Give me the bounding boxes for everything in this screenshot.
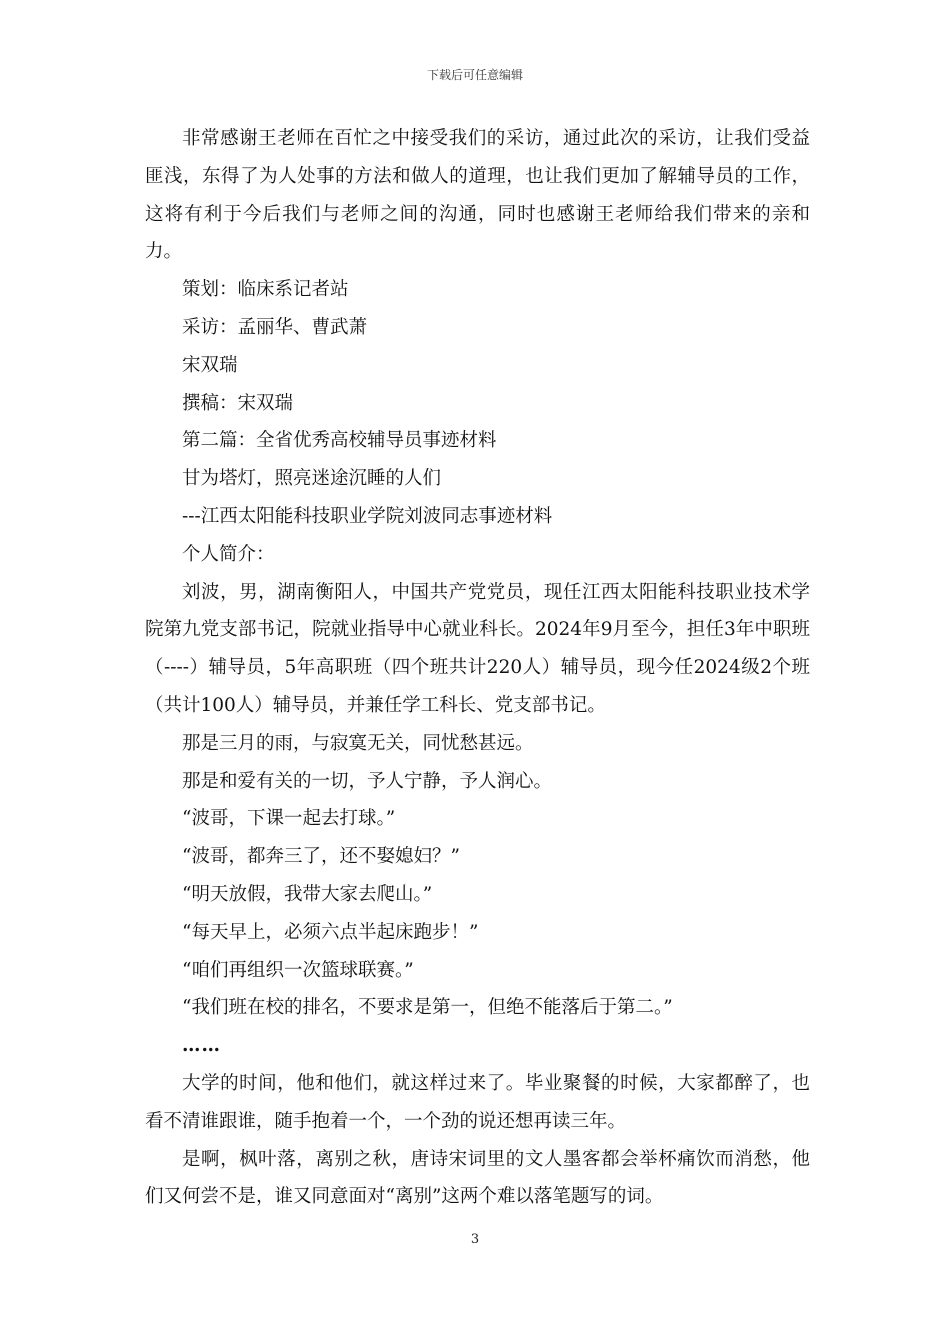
article-subtitle: ---江西太阳能科技职业学院刘波同志事迹材料 [182,505,553,527]
paragraph: 采访：孟丽华、曹武萧 [182,316,368,338]
section-heading: 第二篇：全省优秀高校辅导员事迹材料 [182,430,497,452]
quote-line: “明天放假，我带大家去爬山。” [182,883,433,905]
document-body [145,120,810,1216]
paragraph: 策划：临床系记者站 [182,279,349,301]
page-number: 3 [470,1232,480,1247]
paragraph: 撰稿：宋双瑞 [182,392,294,414]
paragraph: 非常感谢王老师在百忙之中接受我们的采访，通过此次的采访，让我们受益匪浅，东得了为人处事的方法和做人的道理，也让我们更加了解辅导员的工作，这将有利于今后我们与老师之间的沟通，同时也感谢王老师给我们带来的亲和力。 [145,128,810,263]
quote-line: “每天早上，必须六点半起床跑步！” [182,921,479,943]
page-header-note: 下载后可任意编辑 [426,68,523,82]
paragraph: 是啊，枫叶落，离别之秋，唐诗宋词里的文人墨客都会举杯痛饮而消愁，他们又何尝不是，谁又同意面对“离别”这两个难以落笔题写的词。 [145,1148,810,1208]
quote-line: “我们班在校的排名，不要求是第一，但绝不能落后于第二。” [182,997,673,1019]
article-title: 甘为塔灯，照亮迷途沉睡的人们 [182,468,442,490]
paragraph: 刘波，男，湖南衡阳人，中国共产党党员，现任江西太阳能科技职业技术学院第九党支部书记，院就业指导中心就业科长。2024年9月至今，担任3年中职班（----）辅导员，5年高职班（四个班共计220人）辅导员，现今任2024级2个班（共计100人）辅导员，并兼任学工科长、党支部书记。 [145,581,810,716]
paragraph: 那是和爱有关的一切，予人宁静，予人润心。 [182,770,553,792]
paragraph: 个人简介： [182,543,275,565]
paragraph: 那是三月的雨，与寂寞无关，同忧愁甚远。 [182,732,534,754]
quote-line: “波哥，下课一起去打球。” [182,808,396,830]
quote-line: “咱们再组织一次篮球联赛。” [182,959,414,981]
ellipsis: …… [182,1035,221,1057]
paragraph: 大学的时间，他和他们，就这样过来了。毕业聚餐的时候，大家都醉了，也看不清谁跟谁，随手抱着一个，一个劲的说还想再读三年。 [145,1072,810,1132]
quote-line: “波哥，都奔三了，还不娶媳妇？” [182,846,460,868]
paragraph: 宋双瑞 [182,354,238,376]
